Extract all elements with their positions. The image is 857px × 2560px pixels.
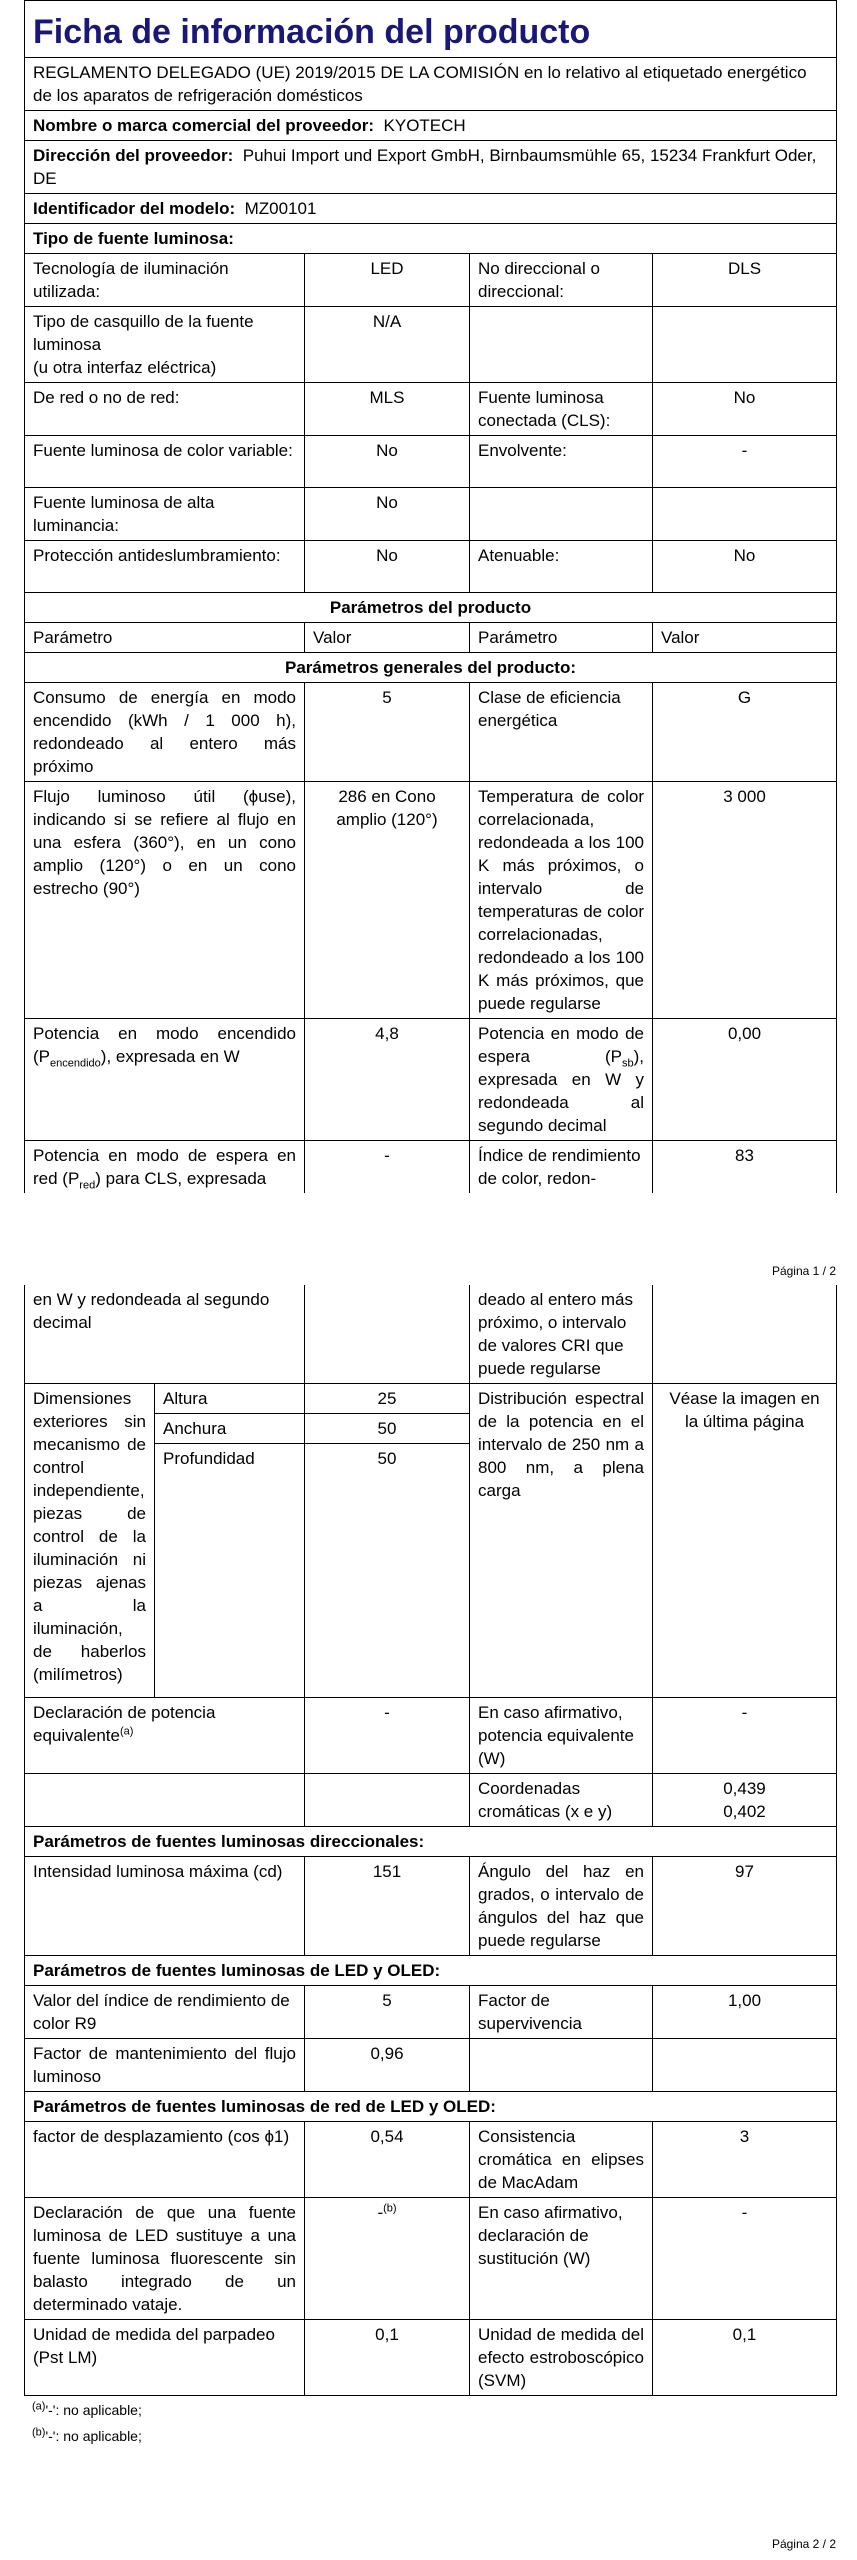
footnote-b-mark: (b) xyxy=(32,2426,46,2439)
col-header-value: Valor xyxy=(305,623,470,653)
regulation-text: REGLAMENTO DELEGADO (UE) 2019/2015 DE LA COMISIÓN en lo relativo al etiquetado energético de los aparatos de refrigeración domésticos xyxy=(25,58,837,111)
r9-value: 5 xyxy=(305,1985,470,2038)
empty-cell xyxy=(653,488,837,541)
general-params-heading: Parámetros generales del producto: xyxy=(25,653,837,683)
spectral-distribution-value: Véase la imagen en la última página xyxy=(653,1384,837,1698)
dimensions-label: Dimensiones exteriores sin mecanismo de control independiente, piezas de control de la iluminación ni piezas ajenas a la iluminación, de haberlos (milímetros) xyxy=(25,1384,155,1698)
empty-cell xyxy=(155,1473,305,1697)
cri-value: 83 xyxy=(653,1141,837,1194)
displacement-factor-value: 0,54 xyxy=(305,2121,470,2197)
supplier-address-row xyxy=(25,141,837,194)
height-value: 25 xyxy=(305,1384,470,1414)
cri-label: Índice de rendimiento de color, redon- xyxy=(470,1141,653,1194)
anti-glare-label: Protección antideslumbramiento: xyxy=(25,541,305,593)
high-luminance-label: Fuente luminosa de alta luminancia: xyxy=(25,488,305,541)
equivalent-power-claim-text: Declaración de potencia equivalente xyxy=(33,1702,216,1745)
col-header-param: Parámetro xyxy=(470,623,653,653)
empty-cell xyxy=(470,307,653,383)
spectral-distribution-label: Distribución espectral de la potencia en el intervalo de 250 nm a 800 nm, a plena carga xyxy=(470,1384,653,1698)
equivalent-power-value: - xyxy=(653,1697,837,1773)
supplier-name-label: Nombre o marca comercial del proveedor: xyxy=(33,116,375,135)
footnote-b-symbol: '-' xyxy=(45,2428,56,2444)
on-mode-power-label-text: Potencia en modo encendido (P xyxy=(33,1024,296,1066)
page-2 xyxy=(24,1285,836,2560)
luminous-flux-label: Flujo luminoso útil (ϕuse), indicando si se refiere al flujo en una esfera (360°), en un cono amplio (120°) o en un cono estrecho (90°) xyxy=(25,782,305,1019)
networked-standby-sub: red xyxy=(79,1179,96,1192)
standby-power-value: 0,00 xyxy=(653,1019,837,1141)
footnote-b-ref: (b) xyxy=(383,2201,397,2214)
cap-type-label-text: Tipo de casquillo de la fuente luminosa xyxy=(33,312,254,354)
footnote-b xyxy=(32,2427,142,2445)
macadam-label: Consistencia cromática en elipses de MacAdam xyxy=(470,2121,653,2197)
empty-cell xyxy=(470,2038,653,2091)
replacement-power-label: En caso afirmativo, declaración de sustitución (W) xyxy=(470,2197,653,2319)
depth-label: Profundidad xyxy=(155,1444,305,1474)
footnote-a-symbol: '-' xyxy=(45,2402,56,2418)
macadam-value: 3 xyxy=(653,2121,837,2197)
on-mode-power-label xyxy=(25,1019,305,1141)
mains-value: MLS xyxy=(305,383,470,436)
page-number: Página 2 / 2 xyxy=(771,2537,836,2551)
stroboscopic-label: Unidad de medida del efecto estroboscópico (SVM) xyxy=(470,2319,653,2395)
document-title: Ficha de información del producto xyxy=(25,1,837,58)
page-1 xyxy=(24,0,836,1278)
standby-power-label-unit: ), expresada en W y redondeada al segundo decimal xyxy=(478,1047,644,1135)
cls-label: Fuente luminosa conectada (CLS): xyxy=(470,383,653,436)
on-mode-power-value: 4,8 xyxy=(305,1019,470,1141)
footnote-b-text: : no aplicable; xyxy=(55,2428,142,2444)
lighting-technology-value: LED xyxy=(305,254,470,307)
led-params-heading: Parámetros de fuentes luminosas de LED y OLED: xyxy=(25,1955,837,1985)
equivalent-power-claim-label xyxy=(25,1697,305,1773)
product-info-table-p1 xyxy=(24,0,837,1193)
luminous-flux-value: 286 en Cono amplio (120°) xyxy=(305,782,470,1019)
chromaticity-value xyxy=(653,1773,837,1826)
on-mode-power-label-unit: ), expresada en W xyxy=(100,1047,240,1066)
cri-label-cont: deado al entero más próximo, o intervalo de valores CRI que puede regularse xyxy=(470,1285,653,1384)
empty-cell xyxy=(653,1285,837,1384)
stroboscopic-value: 0,1 xyxy=(653,2319,837,2395)
empty-cell xyxy=(305,1773,470,1826)
standby-power-label-text: Potencia en modo de espera (P xyxy=(478,1024,644,1066)
footnote-a-text: : no aplicable; xyxy=(55,2402,142,2418)
col-header-param: Parámetro xyxy=(25,623,305,653)
flicker-value: 0,1 xyxy=(305,2319,470,2395)
dimmable-label: Atenuable: xyxy=(470,541,653,593)
beam-angle-value: 97 xyxy=(653,1856,837,1955)
dimmable-value: No xyxy=(653,541,837,593)
width-value: 50 xyxy=(305,1414,470,1444)
networked-standby-label-text: Potencia en modo de espera en red (P xyxy=(33,1146,296,1188)
cap-type-label xyxy=(25,307,305,383)
light-source-type-heading: Tipo de fuente luminosa: xyxy=(25,224,837,254)
led-replacement-dash: - xyxy=(377,2202,384,2222)
footnote-a xyxy=(32,2401,142,2419)
replacement-power-value: - xyxy=(653,2197,837,2319)
envelope-label: Envolvente: xyxy=(470,436,653,488)
model-label: Identificador del modelo: xyxy=(33,199,236,218)
led-replacement-label: Declaración de que una fuente luminosa de LED sustituye a una fuente luminosa fluorescente sin balasto integrado de un determinado vataje. xyxy=(25,2197,305,2319)
equivalent-power-claim-value: - xyxy=(305,1697,470,1773)
lumen-maintenance-value: 0,96 xyxy=(305,2038,470,2091)
energy-consumption-value: 5 xyxy=(305,683,470,782)
energy-consumption-label: Consumo de energía en modo encendido (kWh / 1 000 h), redondeado al entero más próximo xyxy=(25,683,305,782)
networked-standby-label-cont: en W y redondeada al segundo decimal xyxy=(25,1285,305,1384)
chromaticity-x: 0,439 xyxy=(723,1778,766,1798)
supplier-name-value: KYOTECH xyxy=(383,116,466,135)
supplier-address-value: Puhui Import und Export GmbH, Birnbaumsmühle 65, 15234 Frankfurt Oder, DE xyxy=(33,146,817,188)
cls-value: No xyxy=(653,383,837,436)
footnote-a-mark: (a) xyxy=(32,2400,46,2413)
efficiency-class-value: G xyxy=(653,683,837,782)
empty-cell xyxy=(653,2038,837,2091)
color-temperature-label: Temperatura de color correlacionada, redondeada a los 100 K más próximos, o intervalo de temperaturas de color correlacionadas, redondeado a los 100 K más próximos, que puede regularse xyxy=(470,782,653,1019)
empty-cell xyxy=(653,307,837,383)
product-params-heading: Parámetros del producto xyxy=(25,593,837,623)
col-header-value: Valor xyxy=(653,623,837,653)
depth-value: 50 xyxy=(305,1444,470,1474)
product-info-table-p2 xyxy=(24,1285,837,2396)
r9-label: Valor del índice de rendimiento de color R9 xyxy=(25,1985,305,2038)
footnote-a-ref: (a) xyxy=(119,1724,134,1737)
standby-power-label xyxy=(470,1019,653,1141)
displacement-factor-label: factor de desplazamiento (cos ϕ1) xyxy=(25,2121,305,2197)
peak-intensity-value: 151 xyxy=(305,1856,470,1955)
standby-power-sub: sb xyxy=(621,1057,634,1070)
color-tunable-label: Fuente luminosa de color variable: xyxy=(25,436,305,488)
page-number: Página 1 / 2 xyxy=(771,1264,836,1278)
lumen-maintenance-label: Factor de mantenimiento del flujo luminoso xyxy=(25,2038,305,2091)
envelope-value: - xyxy=(653,436,837,488)
empty-cell xyxy=(305,1473,470,1697)
chromaticity-label: Coordenadas cromáticas (x e y) xyxy=(470,1773,653,1826)
empty-cell xyxy=(305,1285,470,1384)
supplier-name-row xyxy=(25,111,837,141)
survival-factor-value: 1,00 xyxy=(653,1985,837,2038)
chromaticity-y: 0,402 xyxy=(723,1801,766,1821)
model-row xyxy=(25,194,837,224)
efficiency-class-label: Clase de eficiencia energética xyxy=(470,683,653,782)
directional-label: No direccional o direccional: xyxy=(470,254,653,307)
networked-standby-value: - xyxy=(305,1141,470,1194)
peak-intensity-label: Intensidad luminosa máxima (cd) xyxy=(25,1856,305,1955)
height-label: Altura xyxy=(155,1384,305,1414)
on-mode-power-sub: encendido xyxy=(50,1057,101,1070)
networked-standby-label xyxy=(25,1141,305,1194)
beam-angle-label: Ángulo del haz en grados, o intervalo de ángulos del haz que puede regularse xyxy=(470,1856,653,1955)
lighting-technology-label: Tecnología de iluminación utilizada: xyxy=(25,254,305,307)
directional-params-heading: Parámetros de fuentes luminosas direccionales: xyxy=(25,1826,837,1856)
color-temperature-value: 3 000 xyxy=(653,782,837,1019)
anti-glare-value: No xyxy=(305,541,470,593)
networked-standby-label-unit: ) para CLS, expresada xyxy=(95,1169,267,1188)
directional-value: DLS xyxy=(653,254,837,307)
mains-label: De red o no de red: xyxy=(25,383,305,436)
model-value: MZ00101 xyxy=(244,199,317,218)
equivalent-power-label: En caso afirmativo, potencia equivalente (W) xyxy=(470,1697,653,1773)
color-tunable-value: No xyxy=(305,436,470,488)
mains-led-params-heading: Parámetros de fuentes luminosas de red de LED y OLED: xyxy=(25,2091,837,2121)
high-luminance-value: No xyxy=(305,488,470,541)
empty-cell xyxy=(25,1773,305,1826)
survival-factor-label: Factor de supervivencia xyxy=(470,1985,653,2038)
led-replacement-value xyxy=(305,2197,470,2319)
width-label: Anchura xyxy=(155,1414,305,1444)
cap-type-label-note: (u otra interfaz eléctrica) xyxy=(33,358,217,377)
flicker-label: Unidad de medida del parpadeo (Pst LM) xyxy=(25,2319,305,2395)
supplier-address-label: Dirección del proveedor: xyxy=(33,146,234,165)
cap-type-value: N/A xyxy=(305,307,470,383)
empty-cell xyxy=(470,488,653,541)
